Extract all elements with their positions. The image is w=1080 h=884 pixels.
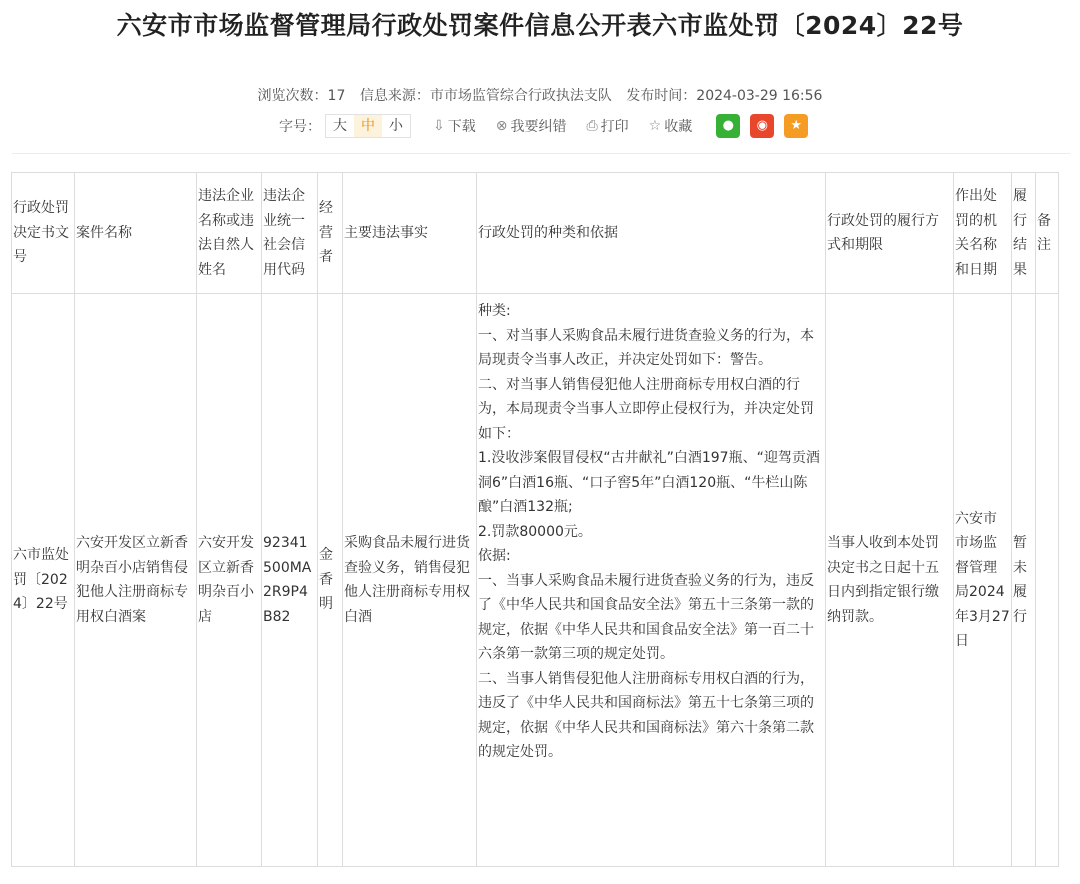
cell-credit-code: 92341500MA2R9P4B82 bbox=[262, 294, 318, 867]
cell-case-name: 六安开发区立新香明杂百小店销售侵犯他人注册商标专用权白酒案 bbox=[75, 294, 197, 867]
header-remark: 备注 bbox=[1036, 173, 1059, 294]
correct-button[interactable] bbox=[496, 116, 567, 136]
download-label: 下载 bbox=[447, 119, 476, 135]
publish-time: 发布时间：2024-03-29 16:56 bbox=[626, 88, 823, 104]
wechat-share-icon[interactable]: ● bbox=[716, 114, 740, 138]
header-party: 违法企业名称或违法自然人姓名 bbox=[197, 173, 262, 294]
table-header-row bbox=[12, 173, 1059, 294]
punishment-line: 2.罚款80000元。 bbox=[478, 523, 592, 540]
error-report-icon: ⊗ bbox=[495, 118, 508, 134]
download-button[interactable] bbox=[433, 116, 476, 136]
page-title: 六安市市场监督管理局行政处罚案件信息公开表六市监处罚〔2024〕22号 bbox=[116, 11, 964, 40]
punishment-line: 二、对当事人销售侵犯他人注册商标专用权白酒的行为，本局现责令当事人立即停止侵权行为，并决定处罚如下： bbox=[478, 376, 814, 442]
collect-label: 收藏 bbox=[664, 119, 693, 135]
font-size-medium-button[interactable]: 中 bbox=[354, 115, 382, 137]
cell-deadline: 当事人收到本处罚决定书之日起十五日内到指定银行缴纳罚款。 bbox=[826, 294, 954, 867]
header-case-name: 案件名称 bbox=[75, 173, 197, 294]
header-deadline: 行政处罚的履行方式和期限 bbox=[826, 173, 954, 294]
punishment-line: 1.没收涉案假冒侵权“古井献礼”白酒197瓶、“迎驾贡酒洞6”白酒16瓶、“口子窖5年”白酒120瓶、“牛栏山陈酿”白酒132瓶; bbox=[478, 450, 820, 515]
divider bbox=[12, 153, 1070, 154]
font-size-large-button[interactable]: 大 bbox=[333, 118, 347, 134]
header-facts: 主要违法事实 bbox=[343, 173, 477, 294]
table-row bbox=[12, 294, 1059, 867]
cell-facts: 采购食品未履行进货查验义务，销售侵犯他人注册商标专用权白酒 bbox=[343, 294, 477, 867]
header-doc-no: 行政处罚决定书文号 bbox=[12, 173, 75, 294]
font-size-small-button[interactable]: 小 bbox=[389, 118, 403, 134]
cell-party: 六安开发区立新香明杂百小店 bbox=[197, 294, 262, 867]
header-result: 履行结果 bbox=[1012, 173, 1036, 294]
cell-operator: 金香明 bbox=[318, 294, 343, 867]
download-icon: ⇩ bbox=[433, 118, 445, 134]
punishment-line: 二、当事人销售侵犯他人注册商标专用权白酒的行为，违反了《中华人民共和国商标法》第五十七条第三项的规定，依据《中华人民共和国商标法》第六十条第二款的规定处罚。 bbox=[478, 670, 814, 760]
font-size-label: 字号： bbox=[279, 119, 321, 135]
punishment-line: 依据: bbox=[478, 548, 511, 564]
cell-authority: 六安市市场监督管理局2024年3月27日 bbox=[954, 294, 1012, 867]
punishment-line: 种类: bbox=[478, 303, 511, 319]
collect-button[interactable] bbox=[649, 116, 693, 136]
print-button[interactable] bbox=[586, 116, 628, 136]
header-punishment: 行政处罚的种类和依据 bbox=[477, 173, 826, 294]
article-toolbar bbox=[279, 114, 808, 138]
correct-label: 我要纠错 bbox=[510, 119, 567, 135]
star-outline-icon: ☆ bbox=[648, 118, 662, 134]
font-size-switcher bbox=[325, 114, 411, 138]
cell-punishment bbox=[477, 294, 826, 867]
header-credit-code: 违法企业统一社会信用代码 bbox=[262, 173, 318, 294]
cell-remark bbox=[1036, 294, 1059, 867]
cell-doc-no: 六市监处罚〔2024〕22号 bbox=[12, 294, 75, 867]
punishment-line: 一、对当事人采购食品未履行进货查验义务的行为，本局现责令当事人改正，并决定处罚如下：警告。 bbox=[478, 327, 814, 368]
view-count: 浏览次数：17 bbox=[257, 88, 346, 104]
punishment-line: 一、当事人采购食品未履行进货查验义务的行为，违反了《中华人民共和国食品安全法》第五十三条第一款的规定，依据《中华人民共和国食品安全法》第一百二十六条第一款第三项的规定处罚。 bbox=[478, 572, 814, 662]
info-source: 信息来源：市市场监管综合行政执法支队 bbox=[359, 88, 612, 104]
printer-icon: ⎙ bbox=[586, 118, 598, 134]
article-meta bbox=[0, 86, 1080, 106]
favorite-share-icon[interactable]: ★ bbox=[784, 114, 808, 138]
cell-result: 暂未履行 bbox=[1012, 294, 1036, 867]
share-buttons bbox=[716, 114, 808, 138]
weibo-share-icon[interactable]: ◉ bbox=[750, 114, 774, 138]
penalty-table bbox=[11, 172, 1059, 867]
header-operator: 经营者 bbox=[318, 173, 343, 294]
header-authority: 作出处罚的机关名称和日期 bbox=[954, 173, 1012, 294]
print-label: 打印 bbox=[600, 119, 629, 135]
